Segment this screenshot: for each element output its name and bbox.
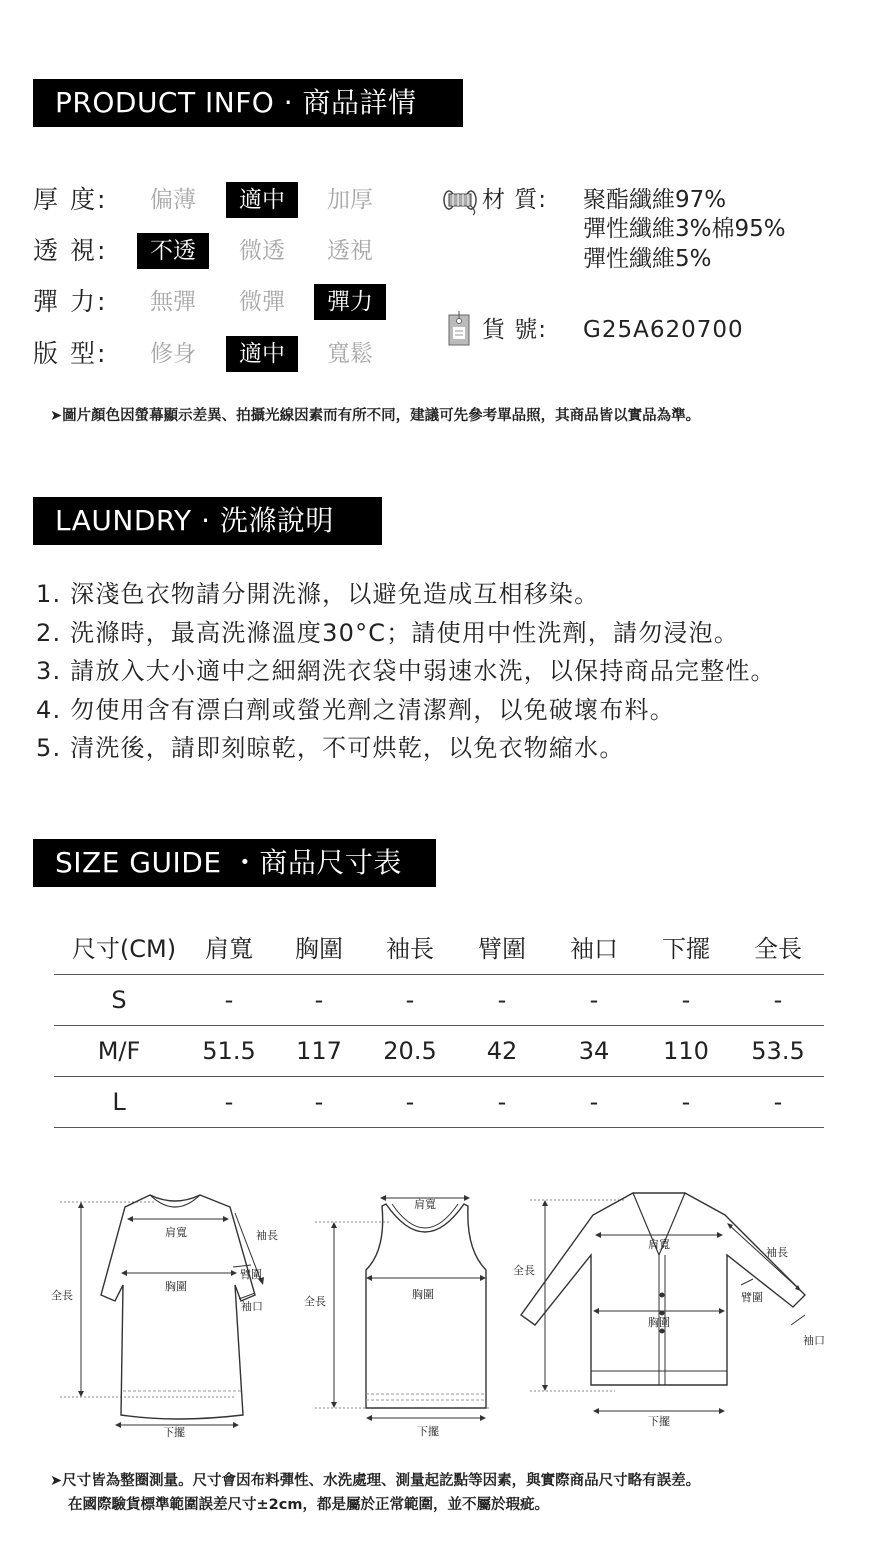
- option-regular-selected: 適中: [226, 336, 298, 372]
- label-chest: 胸圍: [412, 1288, 434, 1301]
- size-name: L: [112, 1088, 126, 1116]
- laundry-item-1: 1. 深淺色衣物請分開洗滌，以避免造成互相移染。: [36, 580, 600, 608]
- material-label: 材 質:: [482, 187, 548, 213]
- table-row: [54, 1077, 824, 1128]
- label-arm: 臂圍: [240, 1268, 262, 1281]
- label-sleeve: 袖長: [256, 1229, 278, 1242]
- cell: -: [314, 1088, 324, 1116]
- laundry-item-5: 5. 清洗後，請即刻晾乾，不可烘乾，以免衣物縮水。: [36, 734, 625, 762]
- size-name: S: [111, 986, 127, 1014]
- cell: 53.5: [751, 1037, 805, 1065]
- col-hem: 下擺: [662, 935, 710, 963]
- material-line-1: 聚酯纖維97%: [583, 187, 727, 213]
- table-row: [54, 975, 824, 1026]
- cell: -: [681, 1088, 691, 1116]
- option-thick: 加厚: [327, 187, 373, 213]
- option-sheer: 透視: [327, 238, 373, 264]
- option-slight-stretch: 微彈: [239, 289, 285, 315]
- col-cuff: 袖口: [570, 935, 618, 963]
- label-hem: 下擺: [163, 1426, 185, 1439]
- size-guide-header: SIZE GUIDE ・商品尺寸表: [33, 839, 436, 887]
- size-name: M/F: [97, 1037, 141, 1065]
- cell: -: [773, 1088, 783, 1116]
- label-length: 全長: [304, 1295, 326, 1308]
- option-opaque-selected: 不透: [137, 233, 209, 269]
- cell: -: [497, 1088, 507, 1116]
- option-slightly-sheer: 微透: [239, 238, 285, 264]
- attr-label: 厚 度:: [33, 185, 108, 214]
- col-arm: 臂圍: [478, 935, 526, 963]
- sku-label: 貨 號:: [482, 317, 548, 343]
- laundry-item-3: 3. 請放入大小適中之細網洗衣袋中弱速水洗，以保持商品完整性。: [36, 657, 776, 685]
- label-cuff: 袖口: [241, 1300, 263, 1313]
- option-slim: 修身: [150, 341, 196, 367]
- label-length: 全長: [51, 1289, 73, 1302]
- option-medium-selected: 適中: [226, 182, 298, 218]
- label-chest: 胸圍: [648, 1316, 670, 1329]
- size-table: [54, 924, 824, 1128]
- label-length: 全長: [513, 1264, 535, 1277]
- cell: 34: [578, 1037, 610, 1065]
- col-sleeve: 袖長: [386, 935, 434, 963]
- laundry-item-4: 4. 勿使用含有漂白劑或螢光劑之清潔劑，以免破壞布料。: [36, 696, 675, 724]
- laundry-item-2: 2. 洗滌時，最高洗滌溫度30°C；請使用中性洗劑，請勿浸泡。: [36, 619, 740, 647]
- cell: 110: [663, 1037, 709, 1065]
- cell: -: [589, 1088, 599, 1116]
- attr-label: 透 視:: [33, 236, 108, 265]
- table-row: [54, 1026, 824, 1077]
- cell: -: [773, 986, 783, 1014]
- label-cuff: 袖口: [803, 1334, 825, 1347]
- label-hem: 下擺: [648, 1415, 670, 1428]
- option-stretch-selected: 彈力: [314, 284, 386, 320]
- label-hem: 下擺: [417, 1425, 439, 1438]
- cell: -: [405, 986, 415, 1014]
- tank-diagram: [310, 1190, 500, 1440]
- col-size: 尺寸(CM): [71, 935, 177, 963]
- option-loose: 寬鬆: [327, 341, 373, 367]
- tag-icon: [447, 309, 473, 349]
- cell: 117: [296, 1037, 342, 1065]
- size-note-2: 在國際驗貨標準範圍誤差尺寸±2cm，都是屬於正常範圍，並不屬於瑕疵。: [68, 1497, 549, 1513]
- cell: -: [314, 986, 324, 1014]
- label-arm: 臂圍: [741, 1291, 763, 1304]
- col-chest: 胸圍: [295, 935, 343, 963]
- thread-spool-icon: [441, 186, 481, 216]
- laundry-header: LAUNDRY · 洗滌說明: [33, 497, 382, 545]
- cell: 20.5: [383, 1037, 437, 1065]
- cardigan-diagram: [515, 1185, 825, 1425]
- col-length: 全長: [754, 935, 802, 963]
- color-disclaimer: ➤圖片顏色因螢幕顯示差異、拍攝光線因素而有所不同，建議可先參考單品照，其商品皆以實品為準。: [50, 408, 701, 424]
- table-header-row: [54, 924, 824, 975]
- cell: -: [405, 1088, 415, 1116]
- cell: -: [589, 986, 599, 1014]
- attr-label: 彈 力:: [33, 287, 108, 316]
- cell: -: [224, 1088, 234, 1116]
- material-line-2: 彈性纖維3%棉95%: [583, 216, 786, 242]
- cell: -: [681, 986, 691, 1014]
- sku-value: G25A620700: [583, 317, 744, 343]
- option-thin: 偏薄: [150, 187, 196, 213]
- label-sleeve: 袖長: [766, 1246, 788, 1259]
- material-line-3: 彈性纖維5%: [583, 246, 712, 272]
- size-note-1: ➤尺寸皆為整圈測量。尺寸會因布料彈性、水洗處理、測量起訖點等因素，與實際商品尺寸略有誤差。: [50, 1473, 701, 1489]
- option-no-stretch: 無彈: [150, 289, 196, 315]
- label-chest: 胸圍: [165, 1280, 187, 1293]
- cell: -: [224, 986, 234, 1014]
- label-shoulder: 肩寬: [414, 1198, 436, 1211]
- cell: -: [497, 986, 507, 1014]
- label-shoulder: 肩寬: [165, 1226, 187, 1239]
- cell: 42: [486, 1037, 518, 1065]
- attr-label: 版 型:: [33, 339, 108, 368]
- cell: 51.5: [202, 1037, 256, 1065]
- col-shoulder: 肩寬: [205, 935, 253, 963]
- product-info-header: PRODUCT INFO · 商品詳情: [33, 79, 463, 127]
- label-shoulder: 肩寬: [648, 1238, 670, 1251]
